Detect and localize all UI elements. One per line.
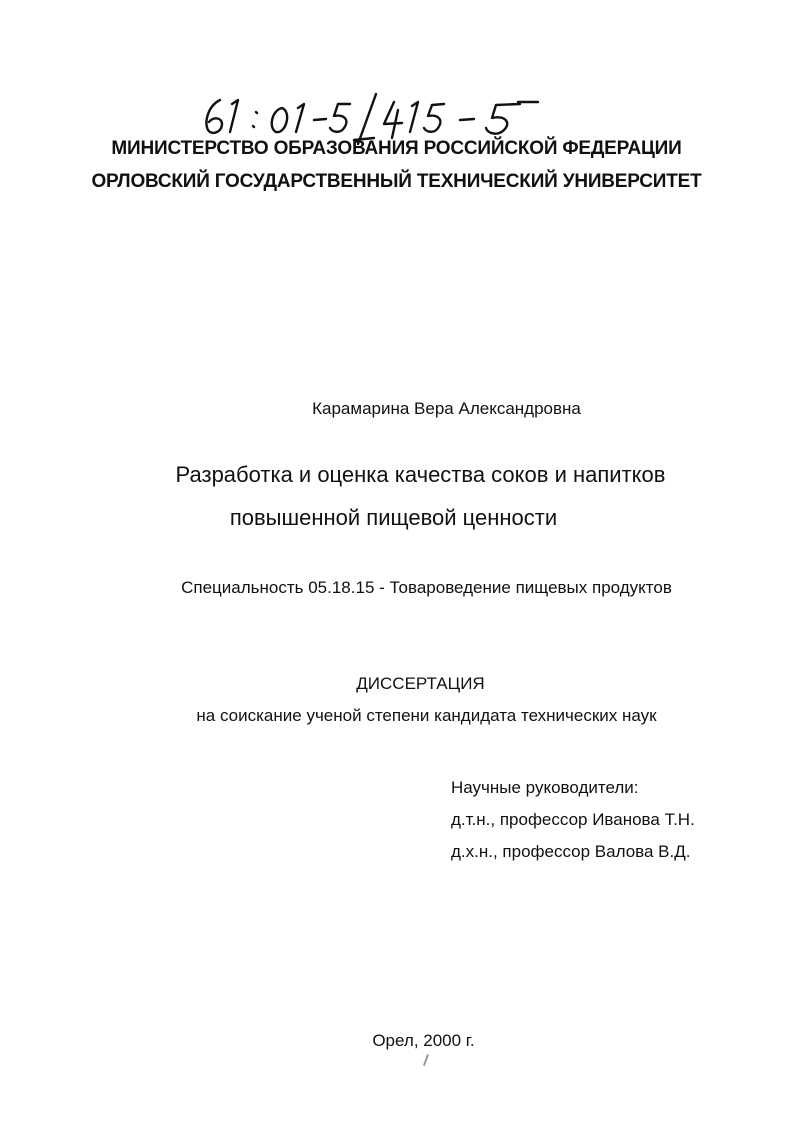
thesis-title-line-1: Разработка и оценка качества соков и напитков <box>175 462 666 487</box>
specialty: Специальность 05.18.15 - Товароведение пищевых продуктов <box>181 578 672 597</box>
degree-description: на соискание ученой степени кандидата технических наук <box>196 706 657 725</box>
supervisors-heading: Научные руководители: <box>451 778 639 797</box>
document-type: ДИССЕРТАЦИЯ <box>356 674 485 693</box>
supervisors-block <box>451 772 695 868</box>
supervisor-item: д.х.н., профессор Валова В.Д. <box>451 842 691 861</box>
university-heading: ОРЛОВСКИЙ ГОСУДАРСТВЕННЫЙ ТЕХНИЧЕСКИЙ УНИВЕРСИТЕТ <box>91 171 702 192</box>
scan-mark <box>423 1054 429 1066</box>
author-name: Карамарина Вера Александровна <box>312 399 581 418</box>
supervisor-item: д.т.н., профессор Иванова Т.Н. <box>451 810 695 829</box>
ministry-heading: МИНИСТЕРСТВО ОБРАЗОВАНИЯ РОССИЙСКОЙ ФЕДЕРАЦИИ <box>111 138 682 159</box>
city-year: Орел, 2000 г. <box>372 1031 475 1050</box>
thesis-title-line-2: повышенной пищевой ценности <box>229 505 558 530</box>
